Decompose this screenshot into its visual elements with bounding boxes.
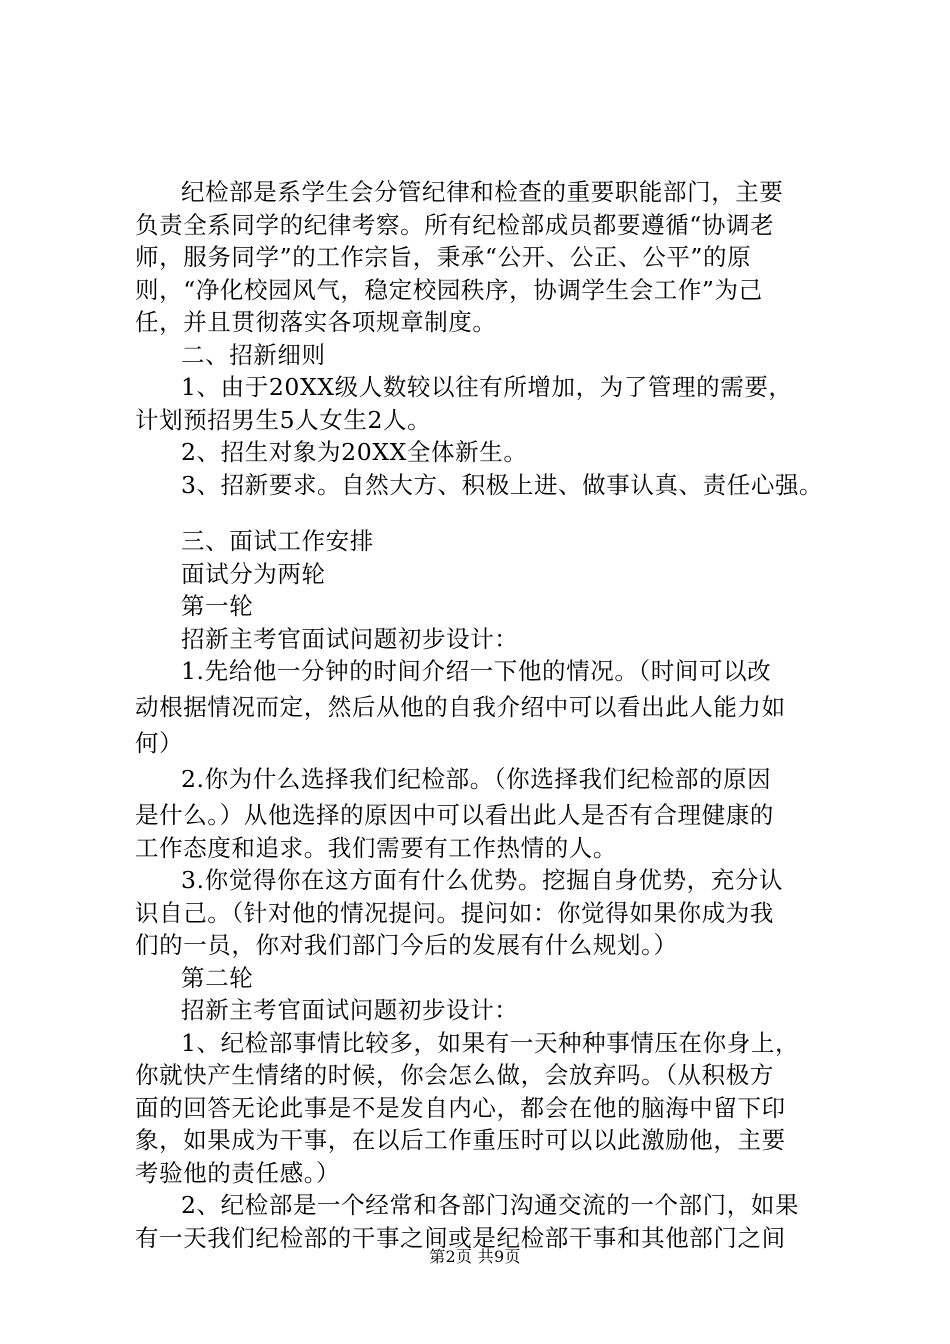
- paragraph-line: 是什么。）从他选择的原因中可以看出此人是否有合理健康的: [135, 801, 774, 829]
- question-line: 1、纪检部事情比较多，如果有一天种种事情压在你身上，: [181, 1028, 800, 1057]
- paragraph-line: 2、招生对象为20XX全体新生。: [181, 438, 528, 466]
- page-number-footer: 第2页 共9页: [429, 1247, 521, 1266]
- paragraph-line: 象，如果成为干事，在以后工作重压时可以以此激励他，主要: [135, 1126, 786, 1154]
- paragraph-line: 工作态度和追求。我们需要有工作热情的人。: [135, 833, 617, 862]
- paragraph-line: 则，“净化校园风气，稳定校园秩序，协调学生会工作”为己: [135, 275, 763, 304]
- question-line: 3.你觉得你在这方面有什么优势。挖掘自身优势，充分认: [181, 866, 784, 894]
- paragraph-line: 招新主考官面试问题初步设计：: [181, 624, 519, 653]
- paragraph-line: 招新主考官面试问题初步设计：: [181, 996, 519, 1024]
- paragraph-line: 们的一员，你对我们部门今后的发展有什么规划。）: [135, 931, 678, 959]
- paragraph-line: 你就快产生情绪的时候，你会怎么做，会放弃吗。（从积极方: [135, 1061, 774, 1089]
- paragraph-line: 计划预招男生5人女生2人。: [135, 405, 432, 434]
- blank-line: [135, 501, 835, 525]
- section-heading: 三、面试工作安排: [181, 527, 374, 555]
- paragraph-line: 考验他的责任感。）: [135, 1158, 341, 1187]
- paragraph-line: 识自己。（针对他的情况提问。提问如：你觉得如果你成为我: [135, 898, 774, 927]
- paragraph-line: 负责全系同学的纪律考察。所有纪检部成员都要遵循“协调老: [135, 210, 775, 239]
- document-body: [135, 176, 835, 1254]
- paragraph-line: 1、由于20XX级人数较以往有所增加，为了管理的需要，: [181, 373, 793, 401]
- paragraph-line: 面试分为两轮: [181, 559, 326, 588]
- paragraph-line: 何）: [135, 729, 184, 757]
- question-line: 2、纪检部是一个经常和各部门沟通交流的一个部门，如果: [181, 1191, 800, 1219]
- round-heading: 第一轮: [181, 592, 254, 620]
- paragraph-line: 有一天我们纪检部的干事之间或是纪检部干事和其他部门之间: [135, 1223, 786, 1252]
- question-line: 2.你为什么选择我们纪检部。（你选择我们纪检部的原因: [181, 765, 772, 793]
- paragraph-line: 面的回答无论此事是不是发自内心，都会在他的脑海中留下印: [135, 1093, 786, 1122]
- paragraph-line: 3、招新要求。自然大方、积极上进、做事认真、责任心强。: [181, 470, 824, 499]
- paragraph-line: 师，服务同学”的工作宗旨，秉承“公开、公正、公平”的原: [135, 243, 752, 271]
- paragraph-line: 任，并且贯彻落实各项规章制度。: [135, 308, 497, 336]
- paragraph-line: 动根据情况而定，然后从他的自我介绍中可以看出此人能力如: [135, 693, 786, 721]
- paragraph-line: 纪检部是系学生会分管纪律和检查的重要职能部门，主要: [181, 178, 784, 206]
- question-line: 1.先给他一分钟的时间介绍一下他的情况。（时间可以改: [181, 657, 772, 685]
- section-heading: 二、招新细则: [181, 340, 326, 369]
- round-heading: 第二轮: [181, 963, 254, 992]
